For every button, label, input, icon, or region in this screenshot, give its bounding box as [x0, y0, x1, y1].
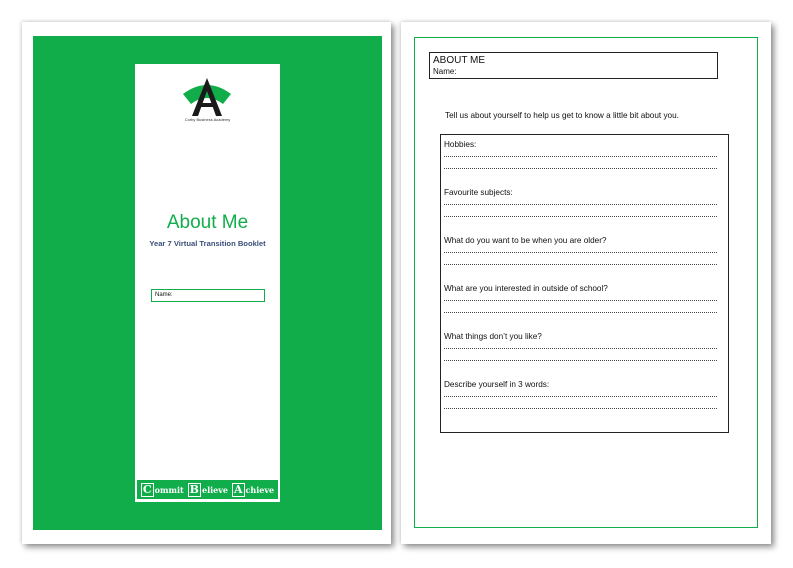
- question-future-career: What do you want to be when you are older?: [444, 236, 607, 245]
- cover-name-field[interactable]: [151, 289, 265, 302]
- question-hobbies: Hobbies:: [444, 140, 477, 149]
- motto-word-achieve: [230, 483, 276, 497]
- answer-line[interactable]: [444, 252, 717, 253]
- answer-line[interactable]: [444, 348, 717, 349]
- form-name-label: Name:: [433, 67, 457, 76]
- answer-line[interactable]: [444, 312, 717, 313]
- academy-logo-icon: [179, 76, 235, 116]
- question-dislikes: What things don’t you like?: [444, 332, 542, 341]
- form-heading: ABOUT ME: [433, 55, 486, 66]
- motto-word-commit: [139, 483, 186, 497]
- motto-initial: C: [142, 482, 152, 496]
- answer-line[interactable]: [444, 300, 717, 301]
- motto-rest: chieve: [245, 484, 275, 495]
- form-page: [401, 22, 771, 544]
- answer-line[interactable]: [444, 264, 717, 265]
- answer-line[interactable]: [444, 168, 717, 169]
- motto-rest: elieve: [201, 484, 228, 495]
- motto-initial: B: [189, 482, 199, 496]
- about-me-header-box: [429, 52, 718, 79]
- motto-word-believe: [186, 483, 230, 497]
- form-name-field[interactable]: [433, 67, 457, 76]
- cover-subtitle: Year 7 Virtual Transition Booklet: [149, 239, 266, 248]
- cover-panel: [135, 64, 280, 502]
- question-three-words: Describe yourself in 3 words:: [444, 380, 550, 389]
- motto-initial: A: [233, 482, 243, 496]
- question-interests: What are you interested in outside of school?: [444, 284, 608, 293]
- school-name: Corby Business Academy: [184, 117, 231, 122]
- cover-name-label: Name:: [155, 292, 173, 298]
- answer-line[interactable]: [444, 408, 717, 409]
- motto-rest: ommit: [154, 484, 184, 495]
- questions-box: [440, 134, 729, 433]
- intro-text: Tell us about yourself to help us get to know a little bit about you.: [445, 111, 679, 120]
- answer-line[interactable]: [444, 396, 717, 397]
- answer-line[interactable]: [444, 216, 717, 217]
- question-favourite-subjects: Favourite subjects:: [444, 188, 513, 197]
- answer-line[interactable]: [444, 360, 717, 361]
- cover-title: About Me: [166, 212, 249, 233]
- answer-line[interactable]: [444, 204, 717, 205]
- motto-banner: [137, 480, 278, 499]
- answer-line[interactable]: [444, 156, 717, 157]
- cover-page: [22, 22, 391, 544]
